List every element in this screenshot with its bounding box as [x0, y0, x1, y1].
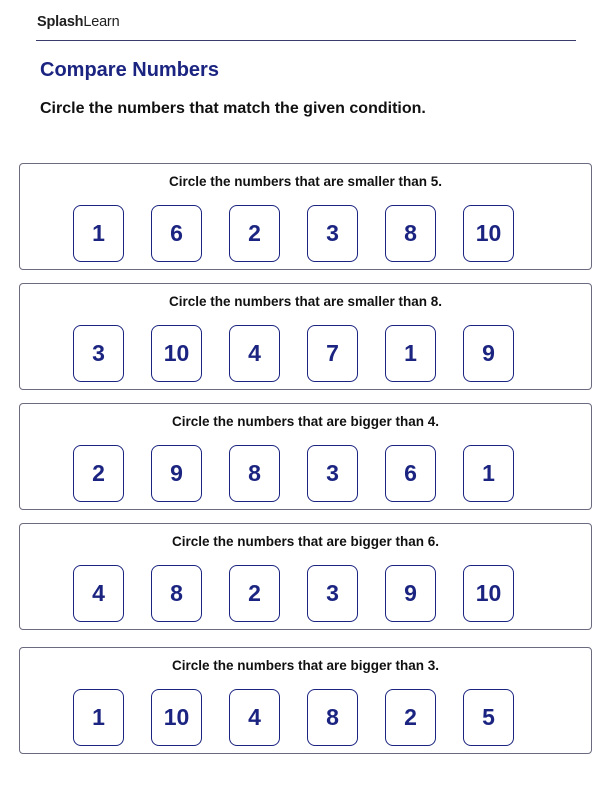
number-choice[interactable]: 7	[307, 325, 358, 382]
header-divider	[36, 40, 576, 41]
question-prompt: Circle the numbers that are bigger than 4.	[171, 414, 440, 429]
number-choice[interactable]: 2	[73, 445, 124, 502]
number-choice[interactable]: 4	[229, 689, 280, 746]
number-choice[interactable]: 1	[463, 445, 514, 502]
question-box	[19, 403, 592, 510]
instruction-text: Circle the numbers that match the given condition.	[40, 100, 426, 117]
number-choice[interactable]: 9	[463, 325, 514, 382]
number-choice[interactable]: 3	[307, 445, 358, 502]
number-choice[interactable]: 2	[229, 205, 280, 262]
brand-logo-splash: Splash	[37, 14, 84, 30]
number-choice[interactable]: 9	[151, 445, 202, 502]
number-choice[interactable]: 1	[73, 689, 124, 746]
number-choice[interactable]: 2	[229, 565, 280, 622]
number-choice[interactable]: 1	[73, 205, 124, 262]
number-choice[interactable]: 4	[229, 325, 280, 382]
number-choice[interactable]: 6	[151, 205, 202, 262]
number-choice[interactable]: 4	[73, 565, 124, 622]
brand-logo	[37, 14, 119, 30]
number-choice[interactable]: 8	[229, 445, 280, 502]
number-choice[interactable]: 8	[151, 565, 202, 622]
number-choice[interactable]: 6	[385, 445, 436, 502]
question-prompt: Circle the numbers that are smaller than 8.	[168, 294, 443, 309]
question-box	[19, 647, 592, 754]
number-choice[interactable]: 8	[307, 689, 358, 746]
page-title: Compare Numbers	[40, 59, 219, 81]
number-choice[interactable]: 3	[307, 565, 358, 622]
number-choice[interactable]: 10	[151, 325, 202, 382]
number-choice[interactable]: 3	[73, 325, 124, 382]
number-choice[interactable]: 10	[463, 205, 514, 262]
question-box	[19, 523, 592, 630]
number-choice[interactable]: 3	[307, 205, 358, 262]
question-prompt: Circle the numbers that are bigger than 6.	[171, 534, 440, 549]
number-choice[interactable]: 2	[385, 689, 436, 746]
question-box	[19, 283, 592, 390]
question-prompt: Circle the numbers that are bigger than 3.	[171, 658, 440, 673]
brand-logo-learn: Learn	[83, 14, 120, 30]
question-box	[19, 163, 592, 270]
number-choice[interactable]: 10	[463, 565, 514, 622]
number-choice[interactable]: 8	[385, 205, 436, 262]
number-choice[interactable]: 1	[385, 325, 436, 382]
number-choice[interactable]: 5	[463, 689, 514, 746]
question-prompt: Circle the numbers that are smaller than 5.	[168, 174, 443, 189]
number-choice[interactable]: 9	[385, 565, 436, 622]
number-choice[interactable]: 10	[151, 689, 202, 746]
